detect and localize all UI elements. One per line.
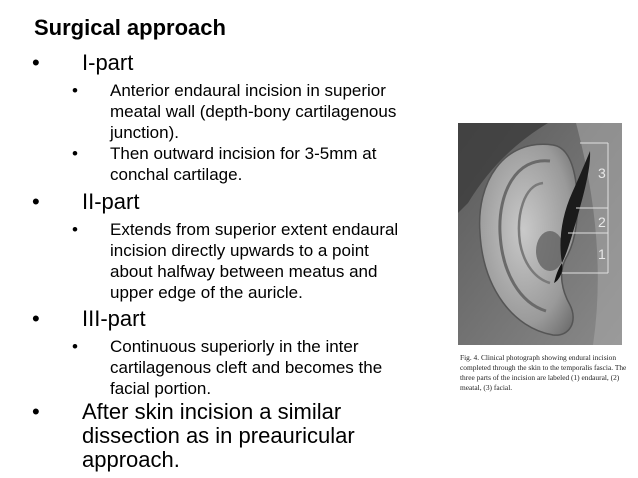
caption-line: Fig. 4. Clinical photograph showing endural incision xyxy=(460,353,617,362)
sub-item-endaural-incision xyxy=(110,80,396,143)
text-line: dissection as in preauricular xyxy=(82,423,355,448)
ear-photograph xyxy=(458,123,622,345)
bullet-icon: • xyxy=(32,306,40,331)
text-line: Extends from superior extent endaural xyxy=(110,220,399,239)
sub-bullet-icon: • xyxy=(72,220,78,239)
text-line: approach. xyxy=(82,447,180,472)
sub-bullet-icon: • xyxy=(72,81,78,100)
marker-label-2: 2 xyxy=(598,214,606,230)
text-line: conchal cartilage. xyxy=(110,165,243,184)
text-line: Then outward incision for 3-5mm at xyxy=(110,144,377,163)
bullet-after-skin-incision xyxy=(82,400,355,472)
concha xyxy=(536,231,564,271)
bullet-icon: • xyxy=(32,399,40,424)
slide-title: Surgical approach xyxy=(34,15,226,40)
figure-caption xyxy=(460,353,627,393)
bullet-icon: • xyxy=(32,189,40,214)
text-line: junction). xyxy=(110,123,179,142)
text-line: After skin incision a similar xyxy=(82,399,342,424)
text-line: incision directly upwards to a point xyxy=(110,241,369,260)
marker-label-3: 3 xyxy=(598,165,606,181)
caption-line: completed through the skin to the temporalis fascia. The xyxy=(460,363,627,372)
clinical-figure xyxy=(458,123,627,400)
sub-item-outward-incision xyxy=(110,143,376,185)
sub-item-continuous-superiorly xyxy=(110,336,382,399)
bullet-ii-part: II-part xyxy=(82,189,140,214)
sub-bullet-icon: • xyxy=(72,337,78,356)
caption-line: meatal, (3) facial. xyxy=(460,383,513,392)
text-line: cartilagenous cleft and becomes the xyxy=(110,358,383,377)
text-line: facial portion. xyxy=(110,379,212,398)
caption-line: three parts of the incision are labeled (1) endaural, (2) xyxy=(460,373,620,382)
text-line: Anterior endaural incision in superior xyxy=(110,81,386,100)
bullet-i-part: I-part xyxy=(82,50,134,75)
sub-item-extends-upwards xyxy=(110,219,398,303)
text-line: about halfway between meatus and xyxy=(110,262,378,281)
bullet-iii-part: III-part xyxy=(82,306,146,331)
marker-label-1: 1 xyxy=(598,246,606,262)
sub-bullet-icon: • xyxy=(72,144,78,163)
text-line: upper edge of the auricle. xyxy=(110,283,303,302)
text-line: meatal wall (depth-bony cartilagenous xyxy=(110,102,397,121)
bullet-icon: • xyxy=(32,50,40,75)
text-line: Continuous superiorly in the inter xyxy=(110,337,359,356)
